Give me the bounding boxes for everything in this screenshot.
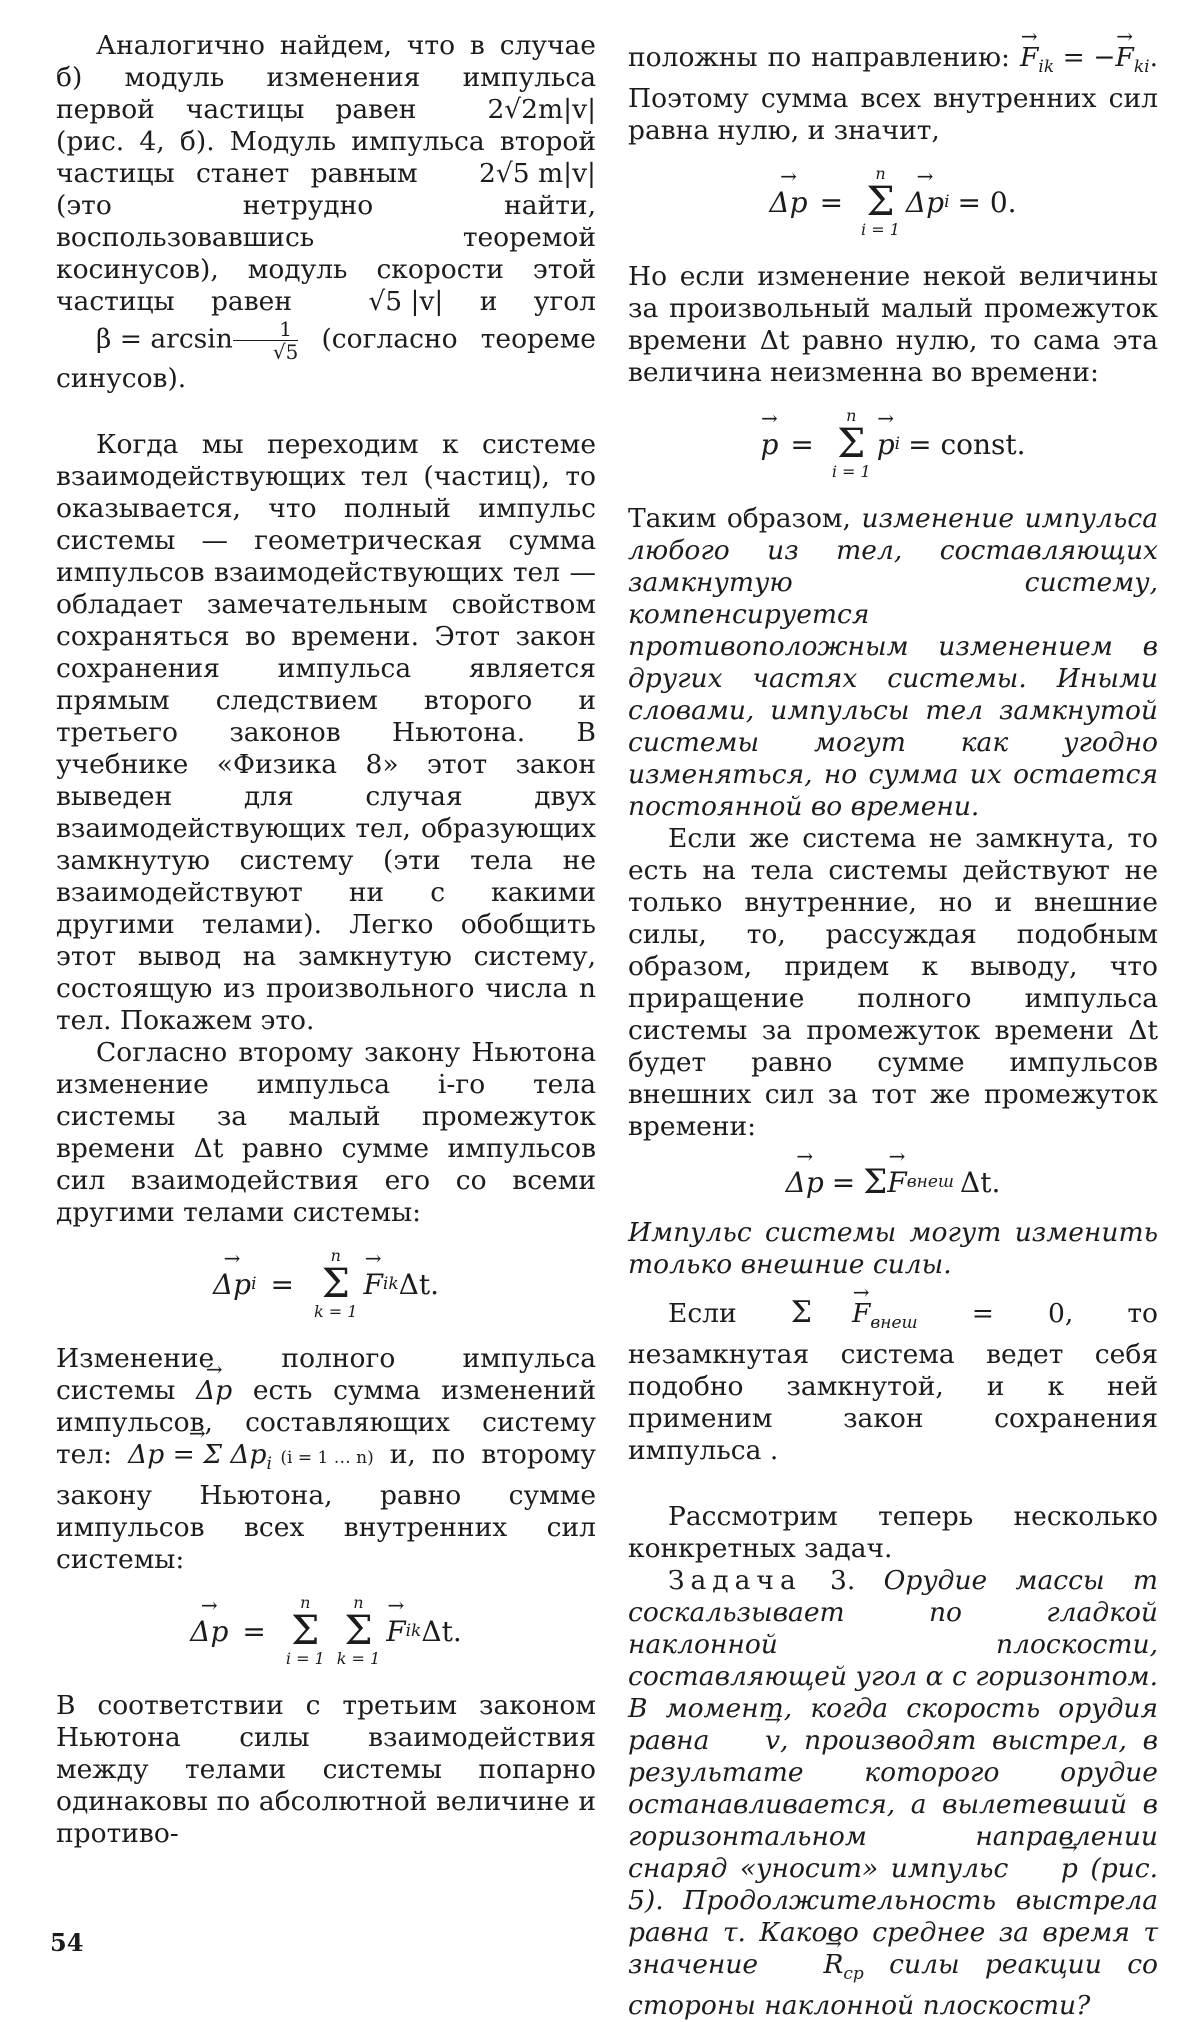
text: = − <box>1054 42 1116 73</box>
force-vector: → F <box>386 1615 405 1648</box>
formula-inline: 2√5 m|v| <box>479 158 596 189</box>
paragraph-task-3 <box>628 1565 1158 2022</box>
momentum-vector: → p <box>1021 1853 1078 1885</box>
formula-term: → Δp <box>213 1268 251 1301</box>
sum-operator <box>861 166 900 238</box>
force-vector: → F <box>1020 42 1038 74</box>
left-column <box>56 30 596 1850</box>
text: = 0 <box>917 1298 1065 1329</box>
equals-sign: = <box>242 1614 266 1648</box>
right-column <box>628 42 1158 2022</box>
sigma-symbol: Σ <box>344 1608 373 1654</box>
text: Если <box>668 1298 791 1329</box>
text: есть сумма изменений импульсов, составляющих систему тел: <box>56 1375 596 1470</box>
equals-sign: = <box>831 1165 856 1199</box>
text: и угол <box>443 286 596 317</box>
sum-lower-limit: i = 1 <box>831 462 871 481</box>
subscript: ik <box>382 1274 399 1294</box>
equals-sign: = <box>790 427 814 461</box>
formula-term: → p <box>760 428 778 461</box>
subscript: ki <box>1133 57 1150 77</box>
sum-lower-limit: k = 1 <box>314 1302 358 1321</box>
paragraph-opposite-forces <box>628 42 1158 147</box>
text: Изменение полного импульса системы <box>56 1343 596 1406</box>
text: . Поэтому сумма всех внутренних сил равна нулю, и значит, <box>628 42 1158 146</box>
subscript: i <box>894 434 901 454</box>
denominator: √5 <box>272 340 299 364</box>
subscript: i <box>251 1274 257 1294</box>
italic-text: (рис. 5). Продолжительность выстрела равна τ. Каково среднее за время τ значение <box>628 1853 1158 1980</box>
formula-term: → Δp <box>786 1166 824 1199</box>
formula-term: = const. <box>908 427 1026 461</box>
italic-text: Орудие массы m соскальзывает по гладкой наклонной плоскости, составляющей угол α с горизонтом. В момент, когда скорость орудия равна <box>628 1565 1158 1756</box>
fraction <box>233 318 298 363</box>
paragraph-external-only: Импульс системы могут изменить только внешние силы. <box>628 1217 1158 1280</box>
subscript: ik <box>1038 57 1055 77</box>
formula-term: Δt. <box>960 1165 1001 1199</box>
sum-upper-limit: n <box>875 164 886 183</box>
italic-text: , производят выстрел, в результате которого орудие останавливается, а вылетевший в горизонтальном направлении снаряд «уносит» импульс <box>628 1725 1158 1884</box>
force-vector: → F <box>812 1298 870 1330</box>
formula-inline <box>1020 42 1150 83</box>
paragraph-newton-second-law: Согласно второму закону Ньютона изменение импульса i-го тела системы за малый промежуток времени Δt равно сумме импульсов сил взаимодействия его со всеми другими телами системы: <box>56 1037 596 1228</box>
sigma-symbol: Σ <box>866 179 895 225</box>
text: (рис. 4, б). Модуль импульса второй частицы станет равным <box>56 126 596 189</box>
equals-sign: = <box>819 185 844 219</box>
formula-external <box>628 1157 1158 1207</box>
formula-term: → Δp = Σ Δp <box>128 1439 266 1471</box>
formula-inline: √5 |v| <box>368 286 444 317</box>
force-vector: → F <box>363 1268 382 1301</box>
sigma-symbol: Σ <box>837 421 866 467</box>
sum-operator <box>286 1595 325 1667</box>
velocity-vector: → v <box>725 1725 780 1757</box>
paragraph-total-momentum <box>56 1343 596 1576</box>
sum-operator <box>314 1248 357 1320</box>
paragraph-zero-external <box>628 1297 1158 1467</box>
force-vector: → F <box>1115 42 1133 74</box>
italic-text: силы реакции со стороны наклонной плоскости? <box>628 1949 1158 2021</box>
formula-dpi <box>56 1247 596 1321</box>
sum-operator <box>337 1595 380 1667</box>
formula-term: → p <box>877 428 895 461</box>
paragraph-invariance: Но если изменение некой величины за произвольный малый промежуток времени Δt равно нулю, то сама эта величина неизменна во времени: <box>628 261 1158 388</box>
sum-lower-limit: i = 1 <box>285 1649 325 1668</box>
paragraph-system-momentum: Когда мы переходим к системе взаимодействующих тел (частиц), то оказывается, что полный импульс системы — геометрическая сумма импульсов взаимодействующих тел — обладает замечательным свойством сохраняться во времени. Этот закон сохранения импульса является прямым следствием второго и третьего законов Ньютона. В учебнике «Физика 8» этот закон выведен для случая двух взаимодействующих тел, образующих замкнутую систему (эти тела не взаимодействуют ни с какими другими телами). Легко обобщить этот вывод на замкнутую систему, состоящую из произвольного числа n тел. Покажем это. <box>56 429 596 1036</box>
sigma-symbol: Σ <box>863 1162 888 1202</box>
subscript: i <box>944 192 950 212</box>
formula-beta <box>56 318 298 363</box>
formula-term: → Δp <box>906 186 944 219</box>
sum-upper-limit: n <box>846 406 857 425</box>
text: (это нетрудно найти, воспользовавшись теоремой косинусов), модуль скорости этой частицы равен <box>56 190 596 317</box>
text: β = arcsin <box>96 323 233 355</box>
numerator: 1 <box>233 318 298 341</box>
reaction-force-vector: → R <box>783 1949 843 1981</box>
force-vector: → F <box>887 1166 906 1199</box>
text: Таким образом, <box>628 503 862 534</box>
sum-upper-limit: n <box>330 1246 341 1265</box>
formula-term: Δt. <box>421 1614 462 1648</box>
sum-upper-limit: n <box>353 1593 364 1612</box>
formula-term: = 0. <box>957 185 1017 219</box>
formula-double-sum <box>56 1594 596 1668</box>
paragraph-conclusion <box>628 503 1158 823</box>
text: (согласно теореме синусов). <box>56 323 596 394</box>
formula-term: → Δp <box>190 1615 228 1648</box>
paragraph-tasks-intro: Рассмотрим теперь несколько конкретных задач. <box>628 1501 1158 1564</box>
page-number: 54 <box>50 1928 84 1957</box>
paragraph-newton-third-law: В соответствии с третьим законом Ньютона силы взаимодействия между телами системы попарно одинаковы по абсолютной величине и противо- <box>56 1690 596 1849</box>
formula-inline-sum <box>128 1439 374 1480</box>
subscript: i <box>266 1454 272 1474</box>
sum-limits: (i = 1 … n) <box>280 1448 374 1468</box>
sum-lower-limit: i = 1 <box>861 220 900 239</box>
text: положны по направлению: <box>628 42 1021 73</box>
italic-text: изменение импульса любого из тел, составляющих замкнутую систему, компенсируется противоположным изменением в других частях системы. Иными словами, импульсы тел замкнутой системы могут как угодно изменяться, но сумма их остается постоянной во времени. <box>628 503 1158 822</box>
text: Аналогично найдем, что в случае б) модуль изменения импульса первой частицы равен <box>56 30 596 125</box>
text: и, по второму закону Ньютона, равно сумме импульсов всех внутренних сил системы: <box>56 1439 597 1575</box>
subscript: внеш <box>906 1172 954 1192</box>
subscript: ср <box>843 1964 864 1984</box>
paragraph-case-b <box>56 30 596 395</box>
sigma-symbol: Σ <box>790 1295 812 1330</box>
formula-inline: 2√2m|v| <box>487 94 596 125</box>
task-number: 3. <box>801 1565 884 1596</box>
sigma-symbol: Σ <box>291 1608 320 1654</box>
subscript: ik <box>405 1621 422 1641</box>
subscript: внеш <box>870 1313 918 1333</box>
formula-zero-change <box>628 165 1158 239</box>
formula-term: Δt. <box>398 1267 440 1301</box>
sum-upper-limit: n <box>300 1593 311 1612</box>
text: , то незамкнутая система ведет себя подобно замкнутой, и к ней применим закон сохранения импульса . <box>628 1298 1158 1466</box>
paragraph-open-system: Если же система не замкнута, то есть на тела системы действуют не только внутренние, но и внешние силы, то, рассуждая подобным образом, придем к выводу, что приращение полного импульса системы за промежуток времени Δt будет равно сумме импульсов внешних сил за тот же промежуток времени: <box>628 823 1158 1142</box>
formula-term: → Δp <box>769 186 807 219</box>
formula-conservation <box>628 407 1158 481</box>
sum-lower-limit: k = 1 <box>336 1649 381 1668</box>
sum-operator <box>832 408 871 480</box>
equals-sign: = <box>270 1267 295 1301</box>
task-label: Задача <box>668 1565 802 1596</box>
sigma-symbol: Σ <box>321 1261 350 1307</box>
formula-inline: → Δp <box>196 1375 232 1407</box>
